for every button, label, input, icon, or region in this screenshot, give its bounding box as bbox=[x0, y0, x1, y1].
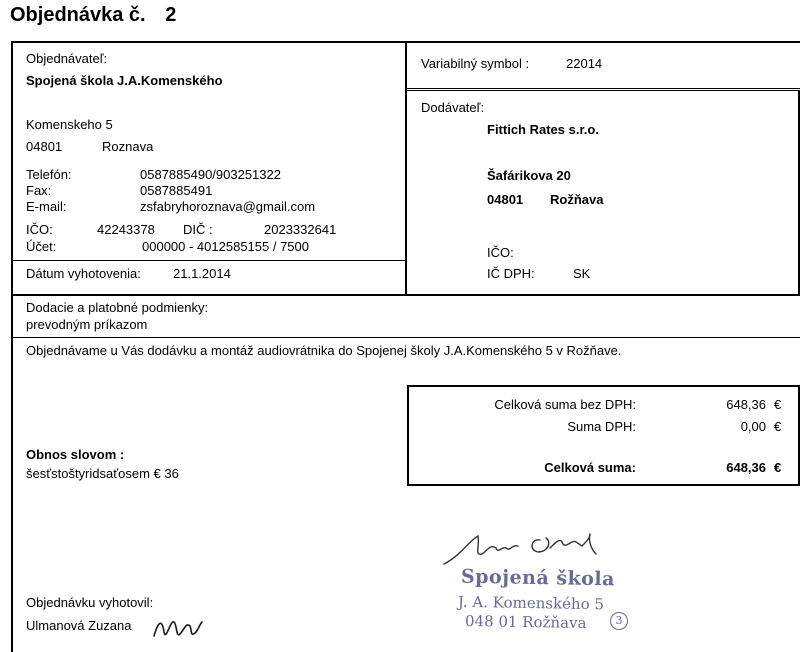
net-total-value: 648,36 bbox=[726, 397, 766, 412]
prepared-by-name: Ulmanová Zuzana bbox=[26, 618, 132, 633]
order-text: Objednávame u Vás dodávku a montáž audiovrátnika do Spojenej školy J.A.Komenského 5 v Rožňave. bbox=[26, 343, 622, 358]
amount-words-value: šesťstoštyridsaťosem € 36 bbox=[26, 466, 179, 481]
buyer-email-label: E-mail: bbox=[26, 199, 67, 214]
buyer-email: zsfabryhoroznava@gmail.com bbox=[140, 199, 316, 214]
grand-total-value: 648,36 bbox=[726, 460, 766, 475]
supplier-icdph-value: SK bbox=[573, 266, 591, 281]
buyer-phone: 0587885490/903251322 bbox=[140, 167, 281, 182]
supplier-ico-label: IČO: bbox=[487, 245, 514, 260]
grand-total-label: Celková suma: bbox=[544, 460, 636, 475]
prepared-by-label: Objednávku vyhotovil: bbox=[26, 595, 154, 610]
totals-box-left bbox=[407, 385, 409, 485]
totals-box-bottom bbox=[407, 484, 800, 486]
terms-value: prevodným príkazom bbox=[26, 317, 148, 332]
buyer-fax: 0587885491 bbox=[140, 183, 213, 198]
stamp-line-1: Spojená škola bbox=[460, 565, 616, 591]
supplier-zip: 04801 bbox=[487, 192, 524, 207]
supplier-box-top bbox=[405, 90, 800, 91]
frame-left bbox=[11, 41, 13, 652]
supplier-name: Fittich Rates s.r.o. bbox=[487, 122, 599, 137]
totals-box-top bbox=[407, 385, 800, 387]
net-total-label: Celková suma bez DPH: bbox=[494, 397, 636, 412]
preparer-signature bbox=[150, 612, 205, 646]
terms-label: Dodacie a platobné podmienky: bbox=[26, 300, 209, 315]
issue-date-label: Dátum vyhotovenia: bbox=[26, 266, 141, 281]
buyer-label: Objednávateľ: bbox=[26, 51, 108, 66]
buyer-account-label: Účet: bbox=[26, 239, 57, 254]
buyer-city: Roznava bbox=[102, 139, 154, 154]
vs-bottom-divider bbox=[405, 88, 800, 89]
terms-bottom-line bbox=[11, 337, 800, 338]
buyer-account: 000000 - 4012585155 / 7500 bbox=[142, 239, 309, 254]
document-title bbox=[10, 4, 176, 27]
stamp-line-2: J. A. Komenského 5 bbox=[457, 592, 605, 614]
buyer-street: Komenskeho 5 bbox=[26, 117, 113, 132]
header-bottom-line bbox=[11, 294, 800, 296]
vat-label: Suma DPH: bbox=[567, 419, 636, 434]
amount-words-label: Obnos slovom : bbox=[26, 447, 125, 462]
buyer-right-divider bbox=[405, 41, 407, 295]
buyer-fax-label: Fax: bbox=[26, 183, 52, 198]
buyer-name: Spojená škola J.A.Komenského bbox=[26, 73, 223, 88]
buyer-phone-label: Telefón: bbox=[26, 167, 72, 182]
document-number: 2 bbox=[165, 4, 177, 26]
supplier-icdph-label: IČ DPH: bbox=[487, 266, 535, 281]
supplier-label: Dodávateľ: bbox=[421, 100, 485, 115]
buyer-ico-label: IČO: bbox=[26, 222, 53, 237]
vat-value: 0,00 bbox=[740, 419, 766, 434]
buyer-ico: 42243378 bbox=[97, 222, 155, 237]
grand-total-currency: € bbox=[774, 460, 782, 475]
buyer-zip: 04801 bbox=[26, 139, 63, 154]
buyer-dic: 2023332641 bbox=[264, 222, 337, 237]
buyer-date-divider bbox=[11, 260, 406, 261]
net-total-currency: € bbox=[774, 397, 782, 412]
stamp-line-3: 048 01 Rožňava bbox=[464, 611, 587, 633]
supplier-city: Rožňava bbox=[550, 192, 604, 207]
buyer-dic-label: DIČ : bbox=[183, 222, 213, 237]
issue-date: 21.1.2014 bbox=[173, 266, 231, 281]
variable-symbol-value: 22014 bbox=[566, 56, 603, 71]
vat-currency: € bbox=[774, 419, 782, 434]
variable-symbol-label: Variabilný symbol : bbox=[421, 56, 530, 71]
document-title-label: Objednávka č. bbox=[10, 4, 146, 26]
supplier-street: Šafárikova 20 bbox=[487, 168, 571, 183]
stamp-mark: 3 bbox=[610, 612, 628, 630]
